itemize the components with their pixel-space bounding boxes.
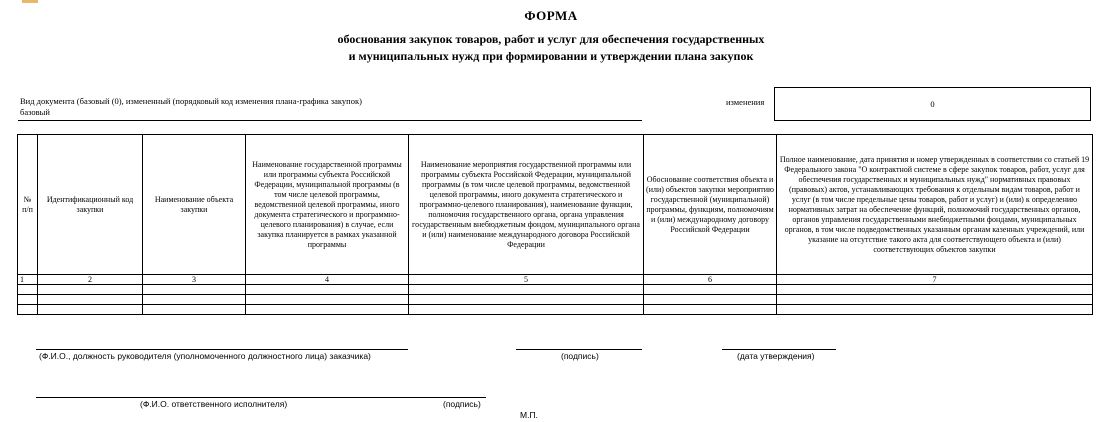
document-type-underline — [18, 120, 642, 121]
signature-line[interactable] — [516, 349, 642, 350]
column-number: 6 — [644, 275, 777, 285]
table-header-row — [18, 135, 1093, 275]
table-row — [18, 305, 1093, 315]
change-number-value: 0 — [930, 99, 935, 109]
column-header: Полное наименование, дата принятия и номер утвержденных в соответствии со статьей 19 Федерального закона "О контрактной системе в сфере закупок товаров, работ, услуг для обеспечения государственных и муниципальных нужд" нормативных правовых (правовых) актов, устанавливающих требования к отдельным видам товаров, работ и услуг (в том числе предельные цены товаров, работ и услуг) и (или) к определению нормативных затрат на обеспечение функций, полномочий государственных органов, органов управления государственными внебюджетными фондами, муниципальных органов, в том числе подведомственных указанным органам казенных учреждений, или указание на отсутствие такого акта для соответствующего объекта и (или) соответствующих объектов закупки — [777, 135, 1093, 275]
table-cell[interactable] — [777, 305, 1093, 315]
corner-mark — [22, 0, 38, 3]
column-header: Идентификационный код закупки — [38, 135, 143, 275]
change-label: изменения — [726, 97, 765, 107]
justification-table — [17, 134, 1093, 315]
table-cell[interactable] — [409, 305, 644, 315]
table-cell[interactable] — [644, 285, 777, 295]
column-number-row — [18, 275, 1093, 285]
column-number: 3 — [143, 275, 246, 285]
table-cell[interactable] — [777, 295, 1093, 305]
executor-signature-caption: (подпись) — [443, 399, 481, 409]
table-cell[interactable] — [409, 285, 644, 295]
column-header: Наименование мероприятия государственной программы или программы субъекта Российской Федерации, муниципальной программы (в том числе целевой программы, ведомственной целевой программы, иного документа стратегического и программно-целевого планирования), наименование функции, полномочия государственного органа, органа управления государственным внебюджетным фондом, муниципального органа и (или) наименование международного договора Российской Федерации — [409, 135, 644, 275]
approval-date-caption: (дата утверждения) — [737, 351, 815, 361]
table-cell[interactable] — [246, 295, 409, 305]
head-caption: (Ф.И.О., должность руководителя (уполномоченного должностного лица) заказчика) — [39, 351, 371, 361]
table-cell[interactable] — [777, 285, 1093, 295]
column-number: 7 — [777, 275, 1093, 285]
approval-date-line[interactable] — [722, 349, 836, 350]
document-type-block — [20, 96, 640, 118]
column-number: 4 — [246, 275, 409, 285]
form-subtitle-line1: обоснования закупок товаров, работ и услуг для обеспечения государственных — [337, 32, 765, 46]
signature-caption: (подпись) — [561, 351, 599, 361]
table-cell[interactable] — [38, 305, 143, 315]
table-cell[interactable] — [644, 305, 777, 315]
table-cell[interactable] — [246, 305, 409, 315]
head-signature-line[interactable] — [36, 349, 408, 350]
table-cell[interactable] — [18, 285, 38, 295]
table-cell[interactable] — [18, 305, 38, 315]
executor-signature-line[interactable] — [36, 397, 486, 398]
document-type-value[interactable]: базовый — [20, 107, 50, 117]
form-subtitle-line2: и муниципальных нужд при формировании и утверждении плана закупок — [348, 49, 754, 63]
change-number-field[interactable] — [774, 87, 1091, 121]
column-header: Обоснование соответствия объекта и (или) объектов закупки мероприятию государственной (муниципальной) программы, функциям, полномочиям и (или) международному договору Российской Федерации — [644, 135, 777, 275]
column-header: № п/п — [18, 135, 38, 275]
table-cell[interactable] — [644, 295, 777, 305]
column-number: 5 — [409, 275, 644, 285]
table-cell[interactable] — [18, 295, 38, 305]
table-cell[interactable] — [38, 295, 143, 305]
table-row — [18, 295, 1093, 305]
table-cell[interactable] — [143, 285, 246, 295]
column-header: Наименование государственной программы или программы субъекта Российской Федерации, муниципальной программы (в том числе целевой программы, ведомственной целевой программы, иного документа стратегического и программно-целевого планирования) в случае, если закупка планируется в рамках указанной программы — [246, 135, 409, 275]
column-number: 2 — [38, 275, 143, 285]
table-cell[interactable] — [246, 285, 409, 295]
form-title: ФОРМА — [524, 8, 578, 23]
column-number: 1 — [18, 275, 38, 285]
table-cell[interactable] — [409, 295, 644, 305]
document-type-label: Вид документа (базовый (0), измененный (порядковый код изменения плана-графика закупок) — [20, 96, 362, 106]
table-cell[interactable] — [143, 305, 246, 315]
stamp-label: М.П. — [520, 410, 538, 420]
table-cell[interactable] — [38, 285, 143, 295]
column-header: Наименование объекта закупки — [143, 135, 246, 275]
executor-caption: (Ф.И.О. ответственного исполнителя) — [140, 399, 288, 409]
table-cell[interactable] — [143, 295, 246, 305]
table-row — [18, 285, 1093, 295]
